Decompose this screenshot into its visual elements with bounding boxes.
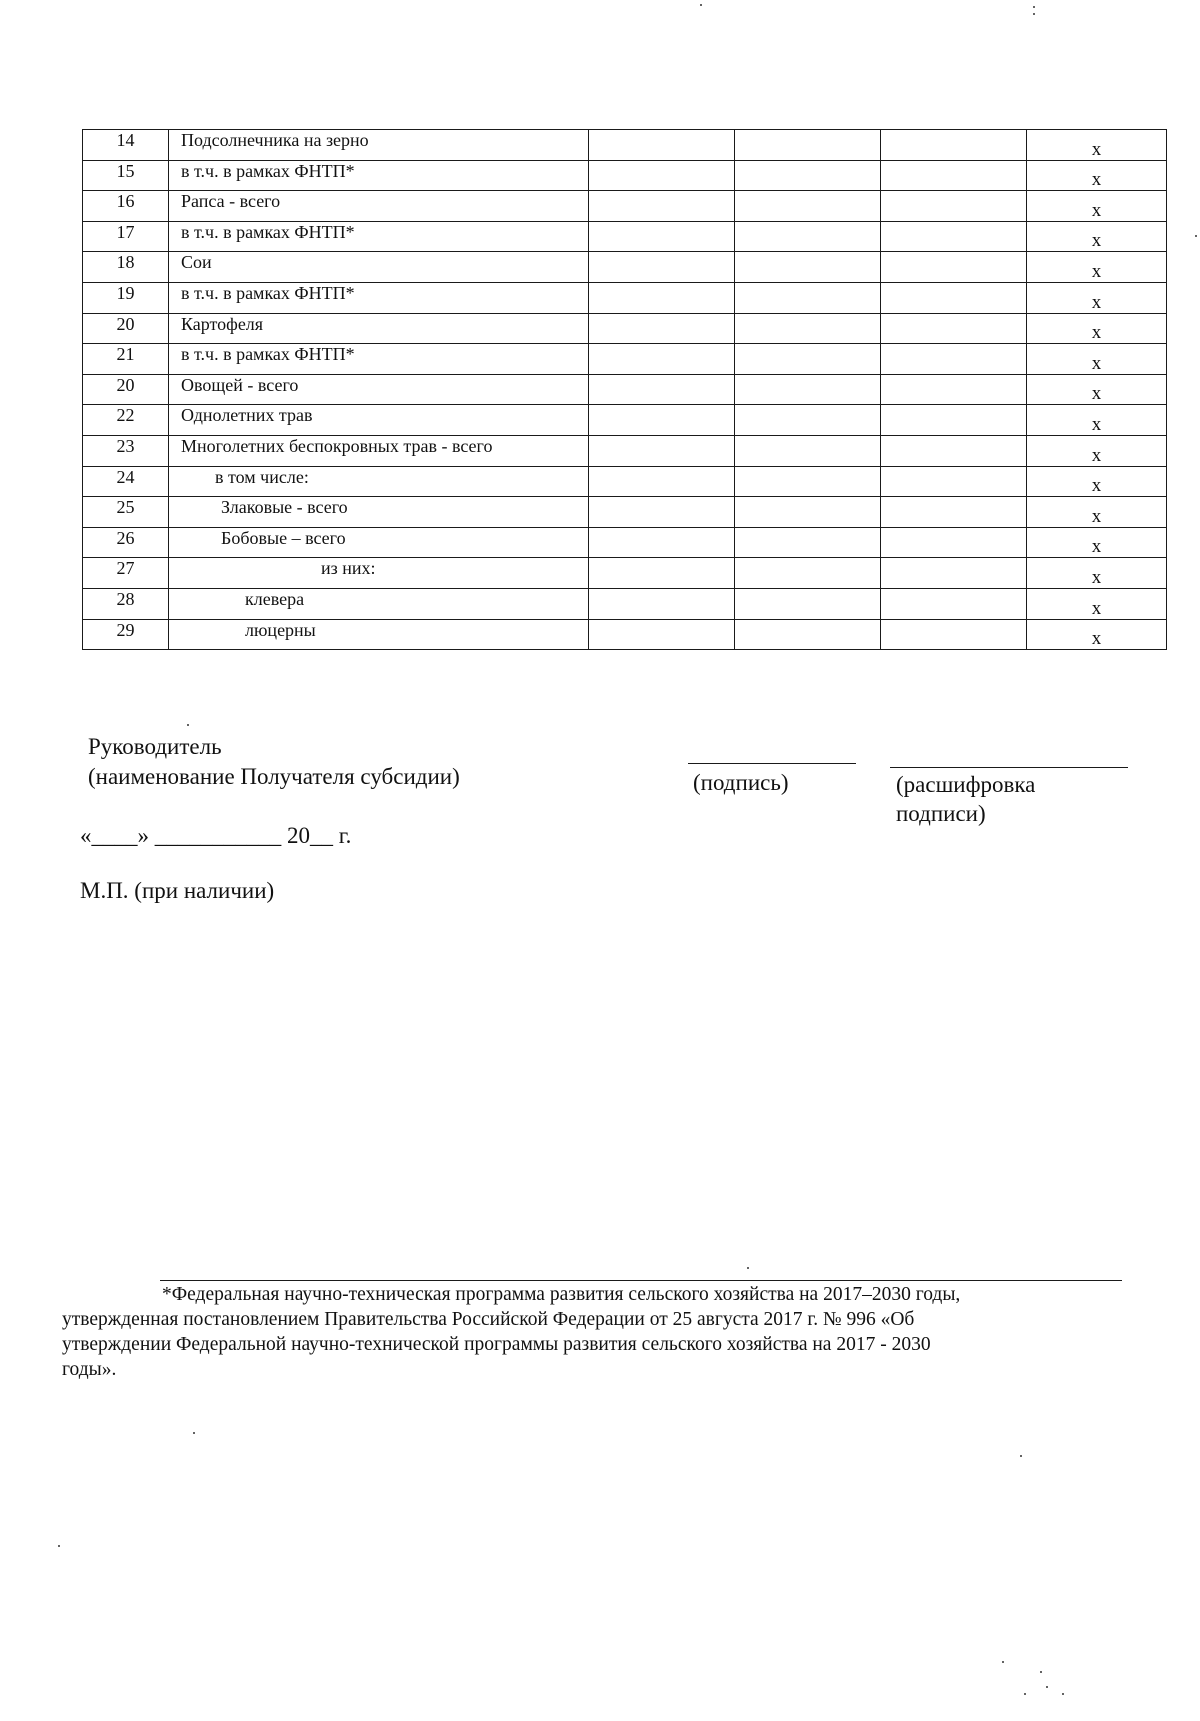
table-row [83,344,1167,375]
empty-value-cell [881,405,1027,436]
row-crop-name: в т.ч. в рамках ФНТП* [169,282,589,313]
empty-value-cell [589,252,735,283]
empty-value-cell [589,435,735,466]
footnote-line-4: годы». [62,1359,117,1380]
empty-value-cell [881,130,1027,161]
signature-line [688,763,856,764]
row-crop-name: в т.ч. в рамках ФНТП* [169,221,589,252]
row-number: 21 [83,344,169,375]
not-applicable-mark: x [1027,527,1167,558]
empty-value-cell [589,313,735,344]
empty-value-cell [735,221,881,252]
footnote-line-1: *Федеральная научно-техническая программа развития сельского хозяйства на 2017–2030 годы, [162,1284,961,1305]
decoding-line [890,767,1128,768]
not-applicable-mark: x [1027,497,1167,528]
decoding-caption-line2: подписи) [896,801,986,826]
empty-value-cell [589,558,735,589]
row-crop-name: Бобовые – всего [169,527,589,558]
row-crop-name: Злаковые - всего [169,497,589,528]
table-row [83,252,1167,283]
row-number: 16 [83,191,169,222]
not-applicable-mark: x [1027,435,1167,466]
row-number: 22 [83,405,169,436]
row-number: 20 [83,313,169,344]
signature-caption: (подпись) [693,770,789,795]
empty-value-cell [589,374,735,405]
empty-value-cell [589,130,735,161]
row-number: 25 [83,497,169,528]
table-row [83,374,1167,405]
empty-value-cell [881,252,1027,283]
table-row [83,588,1167,619]
empty-value-cell [881,221,1027,252]
footnote-line-3: утверждении Федеральной научно-технической программы развития сельского хозяйства на 2017 - 2030 [62,1334,931,1355]
row-crop-name: Овощей - всего [169,374,589,405]
table-row [83,435,1167,466]
row-number: 28 [83,588,169,619]
footnote-line-2: утвержденная постановлением Правительства Российской Федерации от 25 августа 2017 г. № 996 «Об [62,1309,915,1330]
empty-value-cell [735,344,881,375]
row-number: 15 [83,160,169,191]
not-applicable-mark: x [1027,344,1167,375]
not-applicable-mark: x [1027,619,1167,650]
empty-value-cell [881,558,1027,589]
table-row [83,466,1167,497]
empty-value-cell [881,160,1027,191]
empty-value-cell [589,466,735,497]
empty-value-cell [881,344,1027,375]
empty-value-cell [881,435,1027,466]
row-number: 19 [83,282,169,313]
row-crop-name: Многолетних беспокровных трав - всего [169,435,589,466]
empty-value-cell [881,374,1027,405]
not-applicable-mark: x [1027,405,1167,436]
empty-value-cell [881,282,1027,313]
row-number: 23 [83,435,169,466]
empty-value-cell [735,405,881,436]
not-applicable-mark: x [1027,252,1167,283]
empty-value-cell [735,558,881,589]
footnote-separator [160,1280,1122,1281]
empty-value-cell [881,497,1027,528]
empty-value-cell [735,130,881,161]
empty-value-cell [735,619,881,650]
table-row [83,619,1167,650]
table-row [83,313,1167,344]
row-crop-name: Однолетних трав [169,405,589,436]
row-crop-name: из них: [169,558,589,589]
empty-value-cell [735,252,881,283]
empty-value-cell [881,191,1027,222]
row-crop-name: люцерны [169,619,589,650]
not-applicable-mark: x [1027,374,1167,405]
empty-value-cell [735,282,881,313]
row-crop-name: Рапса - всего [169,191,589,222]
empty-value-cell [881,466,1027,497]
table-row [83,160,1167,191]
row-number: 24 [83,466,169,497]
seal-label: М.П. (при наличии) [80,878,275,903]
table-row [83,130,1167,161]
not-applicable-mark: x [1027,282,1167,313]
empty-value-cell [589,191,735,222]
not-applicable-mark: x [1027,160,1167,191]
table-row [83,191,1167,222]
row-crop-name: в том числе: [169,466,589,497]
crop-table [82,129,1166,650]
not-applicable-mark: x [1027,466,1167,497]
empty-value-cell [735,466,881,497]
empty-value-cell [881,313,1027,344]
empty-value-cell [735,435,881,466]
recipient-note: (наименование Получателя субсидии) [88,764,460,789]
empty-value-cell [881,588,1027,619]
row-crop-name: Картофеля [169,313,589,344]
not-applicable-mark: x [1027,221,1167,252]
decoding-caption-line1: (расшифровка [896,772,1036,797]
empty-value-cell [589,497,735,528]
date-line: «____» ___________ 20__ г. [80,823,352,848]
row-number: 17 [83,221,169,252]
table-row [83,558,1167,589]
empty-value-cell [881,619,1027,650]
empty-value-cell [735,497,881,528]
empty-value-cell [735,191,881,222]
empty-value-cell [735,527,881,558]
empty-value-cell [589,221,735,252]
row-number: 27 [83,558,169,589]
row-crop-name: в т.ч. в рамках ФНТП* [169,344,589,375]
row-crop-name: Сои [169,252,589,283]
empty-value-cell [589,527,735,558]
empty-value-cell [589,588,735,619]
table-row [83,221,1167,252]
table-row [83,405,1167,436]
row-crop-name: в т.ч. в рамках ФНТП* [169,160,589,191]
empty-value-cell [735,374,881,405]
empty-value-cell [735,588,881,619]
not-applicable-mark: x [1027,313,1167,344]
row-crop-name: клевера [169,588,589,619]
row-number: 26 [83,527,169,558]
crop-table-grid [82,129,1167,650]
head-label: Руководитель [88,734,222,759]
empty-value-cell [881,527,1027,558]
row-number: 20 [83,374,169,405]
table-row [83,282,1167,313]
crop-table-body [83,130,1167,650]
row-number: 18 [83,252,169,283]
not-applicable-mark: x [1027,191,1167,222]
row-crop-name: Подсолнечника на зерно [169,130,589,161]
table-row [83,527,1167,558]
footnote [62,1282,1102,1382]
row-number: 14 [83,130,169,161]
not-applicable-mark: x [1027,558,1167,589]
empty-value-cell [589,282,735,313]
empty-value-cell [589,405,735,436]
not-applicable-mark: x [1027,588,1167,619]
empty-value-cell [589,344,735,375]
not-applicable-mark: x [1027,130,1167,161]
table-row [83,497,1167,528]
empty-value-cell [735,313,881,344]
empty-value-cell [589,619,735,650]
empty-value-cell [735,160,881,191]
row-number: 29 [83,619,169,650]
empty-value-cell [589,160,735,191]
